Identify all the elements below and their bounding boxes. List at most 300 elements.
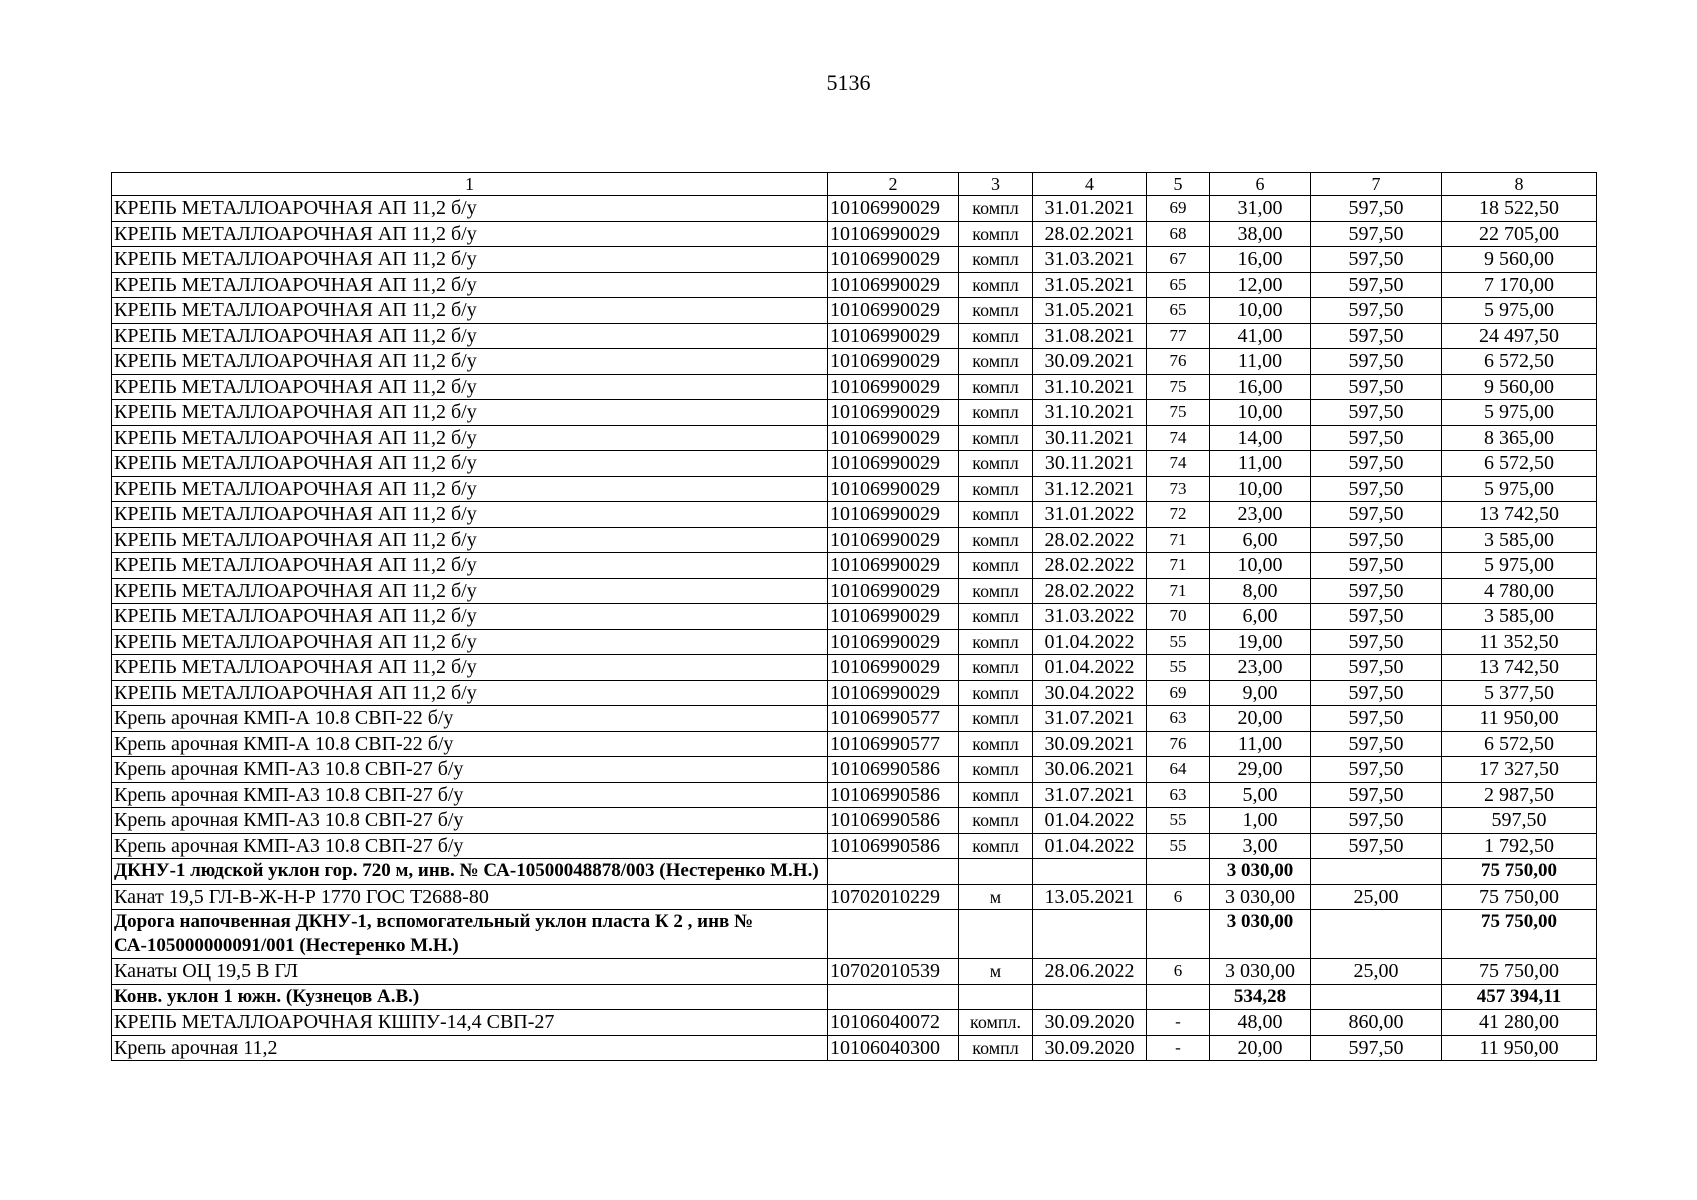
table-row [112, 757, 1597, 783]
date-cell [1033, 859, 1147, 885]
date-cell: 01.04.2022 [1033, 655, 1147, 681]
name-cell: Крепь арочная КМП-А 10.8 СВП-22 б/у [112, 731, 828, 757]
code-cell [828, 910, 959, 959]
table-row [112, 808, 1597, 834]
quantity-cell: 29,00 [1210, 757, 1311, 783]
code-cell: 10106990029 [828, 502, 959, 528]
quantity-cell: 38,00 [1210, 221, 1311, 247]
date-cell: 30.09.2020 [1033, 1035, 1147, 1061]
sum-cell: 9 560,00 [1442, 247, 1597, 273]
code-cell [828, 859, 959, 885]
quantity-cell: 10,00 [1210, 553, 1311, 579]
code-cell: 10106040300 [828, 1035, 959, 1061]
sum-cell: 41 280,00 [1442, 1010, 1597, 1036]
header-col-4: 4 [1033, 173, 1147, 196]
code-cell: 10106990586 [828, 808, 959, 834]
table-row [112, 425, 1597, 451]
sum-cell: 6 572,50 [1442, 349, 1597, 375]
name-cell: КРЕПЬ МЕТАЛЛОАРОЧНАЯ АП 11,2 б/у [112, 655, 828, 681]
code-cell: 10106990029 [828, 680, 959, 706]
code-cell: 10106990577 [828, 706, 959, 732]
table-row [112, 374, 1597, 400]
sum-cell: 3 585,00 [1442, 527, 1597, 553]
name-cell: КРЕПЬ МЕТАЛЛОАРОЧНАЯ АП 11,2 б/у [112, 247, 828, 273]
page-number: 5136 [826, 70, 871, 95]
sum-cell: 4 780,00 [1442, 578, 1597, 604]
table-row [112, 782, 1597, 808]
unit-cell [959, 910, 1033, 959]
price-cell [1311, 984, 1442, 1010]
table-row [112, 629, 1597, 655]
sum-cell: 5 975,00 [1442, 476, 1597, 502]
sum-cell: 5 975,00 [1442, 553, 1597, 579]
date-cell: 28.02.2021 [1033, 221, 1147, 247]
date-cell: 30.09.2021 [1033, 731, 1147, 757]
quantity-cell: 12,00 [1210, 272, 1311, 298]
quantity-cell: 3 030,00 [1210, 859, 1311, 885]
code-cell: 10106040072 [828, 1010, 959, 1036]
sum-cell: 75 750,00 [1442, 859, 1597, 885]
number-cell: 63 [1147, 782, 1210, 808]
unit-cell: компл [959, 1035, 1033, 1061]
quantity-cell: 11,00 [1210, 731, 1311, 757]
date-cell: 31.10.2021 [1033, 400, 1147, 426]
name-cell: КРЕПЬ МЕТАЛЛОАРОЧНАЯ АП 11,2 б/у [112, 553, 828, 579]
table-row [112, 476, 1597, 502]
quantity-cell: 3 030,00 [1210, 910, 1311, 959]
code-cell: 10106990029 [828, 629, 959, 655]
number-cell: 55 [1147, 629, 1210, 655]
quantity-cell: 6,00 [1210, 527, 1311, 553]
code-cell: 10106990577 [828, 731, 959, 757]
quantity-cell: 3 030,00 [1210, 959, 1311, 985]
header-col-2: 2 [828, 173, 959, 196]
price-cell: 597,50 [1311, 425, 1442, 451]
price-cell: 597,50 [1311, 833, 1442, 859]
name-cell: Канаты ОЦ 19,5 В ГЛ [112, 959, 828, 985]
number-cell: 72 [1147, 502, 1210, 528]
name-cell: КРЕПЬ МЕТАЛЛОАРОЧНАЯ АП 11,2 б/у [112, 451, 828, 477]
number-cell: 64 [1147, 757, 1210, 783]
sum-cell: 24 497,50 [1442, 323, 1597, 349]
code-cell: 10106990029 [828, 221, 959, 247]
price-cell: 597,50 [1311, 502, 1442, 528]
price-cell: 860,00 [1311, 1010, 1442, 1036]
table-row [112, 553, 1597, 579]
price-cell: 597,50 [1311, 374, 1442, 400]
name-cell: КРЕПЬ МЕТАЛЛОАРОЧНАЯ АП 11,2 б/у [112, 400, 828, 426]
table-row [112, 706, 1597, 732]
quantity-cell: 10,00 [1210, 476, 1311, 502]
name-cell: КРЕПЬ МЕТАЛЛОАРОЧНАЯ АП 11,2 б/у [112, 604, 828, 630]
sum-cell: 17 327,50 [1442, 757, 1597, 783]
table-row [112, 578, 1597, 604]
unit-cell: м [959, 884, 1033, 910]
code-cell: 10106990029 [828, 247, 959, 273]
unit-cell: компл [959, 502, 1033, 528]
table-row [112, 884, 1597, 910]
group-row [112, 859, 1597, 885]
sum-cell: 1 792,50 [1442, 833, 1597, 859]
unit-cell: компл [959, 706, 1033, 732]
number-cell: 6 [1147, 959, 1210, 985]
table-row [112, 502, 1597, 528]
date-cell: 30.11.2021 [1033, 425, 1147, 451]
price-cell: 597,50 [1311, 706, 1442, 732]
date-cell: 31.01.2022 [1033, 502, 1147, 528]
table-row [112, 400, 1597, 426]
unit-cell: компл [959, 196, 1033, 222]
quantity-cell: 9,00 [1210, 680, 1311, 706]
date-cell [1033, 910, 1147, 959]
sum-cell: 5 377,50 [1442, 680, 1597, 706]
date-cell: 31.05.2021 [1033, 272, 1147, 298]
unit-cell: компл [959, 349, 1033, 375]
number-cell: 71 [1147, 553, 1210, 579]
price-cell: 597,50 [1311, 782, 1442, 808]
table-row [112, 1035, 1597, 1061]
number-cell: 75 [1147, 400, 1210, 426]
date-cell: 31.10.2021 [1033, 374, 1147, 400]
name-cell: КРЕПЬ МЕТАЛЛОАРОЧНАЯ АП 11,2 б/у [112, 527, 828, 553]
table-row [112, 221, 1597, 247]
unit-cell [959, 984, 1033, 1010]
price-cell: 597,50 [1311, 476, 1442, 502]
number-cell: 55 [1147, 833, 1210, 859]
number-cell: 76 [1147, 731, 1210, 757]
code-cell: 10106990029 [828, 527, 959, 553]
sum-cell: 6 572,50 [1442, 731, 1597, 757]
name-cell: Крепь арочная 11,2 [112, 1035, 828, 1061]
sum-cell: 11 352,50 [1442, 629, 1597, 655]
inventory-table [111, 172, 1597, 1061]
price-cell: 597,50 [1311, 349, 1442, 375]
code-cell: 10106990029 [828, 578, 959, 604]
name-cell: КРЕПЬ МЕТАЛЛОАРОЧНАЯ АП 11,2 б/у [112, 221, 828, 247]
price-cell: 597,50 [1311, 655, 1442, 681]
sum-cell: 597,50 [1442, 808, 1597, 834]
number-cell: 63 [1147, 706, 1210, 732]
code-cell: 10106990029 [828, 323, 959, 349]
sum-cell: 18 522,50 [1442, 196, 1597, 222]
unit-cell: компл [959, 782, 1033, 808]
quantity-cell: 41,00 [1210, 323, 1311, 349]
number-cell: 77 [1147, 323, 1210, 349]
number-cell: 75 [1147, 374, 1210, 400]
unit-cell: компл [959, 323, 1033, 349]
date-cell: 28.02.2022 [1033, 578, 1147, 604]
number-cell: 67 [1147, 247, 1210, 273]
sum-cell: 75 750,00 [1442, 959, 1597, 985]
code-cell: 10106990586 [828, 757, 959, 783]
number-cell: 69 [1147, 680, 1210, 706]
price-cell: 597,50 [1311, 1035, 1442, 1061]
header-col-1: 1 [112, 173, 828, 196]
unit-cell: компл [959, 808, 1033, 834]
table-row [112, 959, 1597, 985]
sum-cell: 457 394,11 [1442, 984, 1597, 1010]
number-cell: 76 [1147, 349, 1210, 375]
name-cell: КРЕПЬ МЕТАЛЛОАРОЧНАЯ АП 11,2 б/у [112, 349, 828, 375]
unit-cell: компл [959, 553, 1033, 579]
price-cell: 597,50 [1311, 247, 1442, 273]
header-col-8: 8 [1442, 173, 1597, 196]
name-cell: Крепь арочная КМП-А3 10.8 СВП-27 б/у [112, 808, 828, 834]
number-cell: 71 [1147, 527, 1210, 553]
price-cell: 597,50 [1311, 196, 1442, 222]
code-cell: 10106990029 [828, 196, 959, 222]
table-row [112, 527, 1597, 553]
name-cell: Крепь арочная КМП-А 10.8 СВП-22 б/у [112, 706, 828, 732]
price-cell: 597,50 [1311, 680, 1442, 706]
sum-cell: 75 750,00 [1442, 884, 1597, 910]
date-cell: 31.07.2021 [1033, 782, 1147, 808]
number-cell: 71 [1147, 578, 1210, 604]
name-cell: КРЕПЬ МЕТАЛЛОАРОЧНАЯ АП 11,2 б/у [112, 298, 828, 324]
name-cell: КРЕПЬ МЕТАЛЛОАРОЧНАЯ АП 11,2 б/у [112, 272, 828, 298]
table-row [112, 680, 1597, 706]
unit-cell: компл [959, 451, 1033, 477]
date-cell: 30.09.2020 [1033, 1010, 1147, 1036]
table-row [112, 1010, 1597, 1036]
date-cell [1033, 984, 1147, 1010]
date-cell: 30.04.2022 [1033, 680, 1147, 706]
code-cell: 10106990029 [828, 451, 959, 477]
code-cell: 10106990029 [828, 298, 959, 324]
unit-cell: компл [959, 833, 1033, 859]
price-cell [1311, 859, 1442, 885]
price-cell: 597,50 [1311, 808, 1442, 834]
date-cell: 31.03.2021 [1033, 247, 1147, 273]
table-row [112, 833, 1597, 859]
quantity-cell: 1,00 [1210, 808, 1311, 834]
date-cell: 28.06.2022 [1033, 959, 1147, 985]
date-cell: 31.07.2021 [1033, 706, 1147, 732]
quantity-cell: 48,00 [1210, 1010, 1311, 1036]
name-cell: КРЕПЬ МЕТАЛЛОАРОЧНАЯ АП 11,2 б/у [112, 578, 828, 604]
date-cell: 13.05.2021 [1033, 884, 1147, 910]
price-cell: 597,50 [1311, 757, 1442, 783]
number-cell [1147, 910, 1210, 959]
quantity-cell: 11,00 [1210, 349, 1311, 375]
code-cell: 10106990029 [828, 400, 959, 426]
code-cell: 10106990029 [828, 349, 959, 375]
number-cell: 69 [1147, 196, 1210, 222]
name-cell: Крепь арочная КМП-А3 10.8 СВП-27 б/у [112, 757, 828, 783]
date-cell: 01.04.2022 [1033, 629, 1147, 655]
table-row [112, 349, 1597, 375]
quantity-cell: 534,28 [1210, 984, 1311, 1010]
code-cell: 10702010229 [828, 884, 959, 910]
quantity-cell: 31,00 [1210, 196, 1311, 222]
quantity-cell: 23,00 [1210, 502, 1311, 528]
unit-cell: м [959, 959, 1033, 985]
unit-cell: компл [959, 655, 1033, 681]
unit-cell: компл [959, 272, 1033, 298]
price-cell: 597,50 [1311, 527, 1442, 553]
date-cell: 01.04.2022 [1033, 808, 1147, 834]
number-cell [1147, 859, 1210, 885]
unit-cell: компл [959, 247, 1033, 273]
table-row [112, 196, 1597, 222]
sum-cell: 8 365,00 [1442, 425, 1597, 451]
number-cell: 65 [1147, 298, 1210, 324]
unit-cell: компл [959, 578, 1033, 604]
code-cell: 10106990029 [828, 476, 959, 502]
unit-cell: компл [959, 629, 1033, 655]
price-cell [1311, 910, 1442, 959]
sum-cell: 6 572,50 [1442, 451, 1597, 477]
sum-cell: 11 950,00 [1442, 706, 1597, 732]
code-cell: 10106990029 [828, 425, 959, 451]
price-cell: 597,50 [1311, 451, 1442, 477]
quantity-cell: 5,00 [1210, 782, 1311, 808]
unit-cell: компл. [959, 1010, 1033, 1036]
header-col-6: 6 [1210, 173, 1311, 196]
code-cell: 10106990029 [828, 553, 959, 579]
unit-cell: компл [959, 757, 1033, 783]
name-cell: Канат 19,5 ГЛ-В-Ж-Н-Р 1770 ГОС Т2688-80 [112, 884, 828, 910]
quantity-cell: 8,00 [1210, 578, 1311, 604]
code-cell: 10106990586 [828, 833, 959, 859]
date-cell: 31.03.2022 [1033, 604, 1147, 630]
unit-cell: компл [959, 527, 1033, 553]
date-cell: 31.12.2021 [1033, 476, 1147, 502]
quantity-cell: 6,00 [1210, 604, 1311, 630]
name-cell: КРЕПЬ МЕТАЛЛОАРОЧНАЯ АП 11,2 б/у [112, 374, 828, 400]
number-cell: 65 [1147, 272, 1210, 298]
quantity-cell: 20,00 [1210, 706, 1311, 732]
date-cell: 30.06.2021 [1033, 757, 1147, 783]
date-cell: 30.11.2021 [1033, 451, 1147, 477]
table-row [112, 655, 1597, 681]
name-cell: КРЕПЬ МЕТАЛЛОАРОЧНАЯ АП 11,2 б/у [112, 425, 828, 451]
sum-cell: 13 742,50 [1442, 502, 1597, 528]
table-row [112, 247, 1597, 273]
date-cell: 31.05.2021 [1033, 298, 1147, 324]
date-cell: 30.09.2021 [1033, 349, 1147, 375]
header-row [112, 173, 1597, 196]
quantity-cell: 10,00 [1210, 400, 1311, 426]
quantity-cell: 3,00 [1210, 833, 1311, 859]
table-row [112, 604, 1597, 630]
number-cell: 68 [1147, 221, 1210, 247]
number-cell: - [1147, 1010, 1210, 1036]
quantity-cell: 20,00 [1210, 1035, 1311, 1061]
name-cell: Крепь арочная КМП-А3 10.8 СВП-27 б/у [112, 833, 828, 859]
date-cell: 01.04.2022 [1033, 833, 1147, 859]
unit-cell: компл [959, 400, 1033, 426]
number-cell: 74 [1147, 425, 1210, 451]
quantity-cell: 11,00 [1210, 451, 1311, 477]
code-cell [828, 984, 959, 1010]
name-cell: ДКНУ-1 людской уклон гор. 720 м, инв. № СА-10500048878/003 (Нестеренко М.Н.) [112, 859, 828, 885]
sum-cell: 11 950,00 [1442, 1035, 1597, 1061]
price-cell: 597,50 [1311, 221, 1442, 247]
unit-cell: компл [959, 425, 1033, 451]
name-cell: Конв. уклон 1 южн. (Кузнецов А.В.) [112, 984, 828, 1010]
name-cell: КРЕПЬ МЕТАЛЛОАРОЧНАЯ АП 11,2 б/у [112, 476, 828, 502]
sum-cell: 5 975,00 [1442, 298, 1597, 324]
number-cell: - [1147, 1035, 1210, 1061]
sum-cell: 5 975,00 [1442, 400, 1597, 426]
code-cell: 10702010539 [828, 959, 959, 985]
name-cell: Дорога напочвенная ДКНУ-1, вспомогательный уклон пласта К 2 , инв № СА-105000000091/001 (Нестеренко М.Н.) [112, 910, 828, 959]
name-cell: КРЕПЬ МЕТАЛЛОАРОЧНАЯ АП 11,2 б/у [112, 196, 828, 222]
price-cell: 597,50 [1311, 323, 1442, 349]
quantity-cell: 16,00 [1210, 374, 1311, 400]
header-col-7: 7 [1311, 173, 1442, 196]
price-cell: 25,00 [1311, 884, 1442, 910]
date-cell: 28.02.2022 [1033, 553, 1147, 579]
group-row [112, 984, 1597, 1010]
number-cell: 73 [1147, 476, 1210, 502]
price-cell: 597,50 [1311, 731, 1442, 757]
header-col-3: 3 [959, 173, 1033, 196]
table-row [112, 323, 1597, 349]
unit-cell: компл [959, 374, 1033, 400]
sum-cell: 13 742,50 [1442, 655, 1597, 681]
price-cell: 597,50 [1311, 604, 1442, 630]
sum-cell: 7 170,00 [1442, 272, 1597, 298]
unit-cell: компл [959, 221, 1033, 247]
sum-cell: 75 750,00 [1442, 910, 1597, 959]
price-cell: 597,50 [1311, 553, 1442, 579]
unit-cell: компл [959, 604, 1033, 630]
price-cell: 597,50 [1311, 298, 1442, 324]
number-cell: 6 [1147, 884, 1210, 910]
name-cell: КРЕПЬ МЕТАЛЛОАРОЧНАЯ КШПУ-14,4 СВП-27 [112, 1010, 828, 1036]
quantity-cell: 10,00 [1210, 298, 1311, 324]
unit-cell: компл [959, 680, 1033, 706]
name-cell: КРЕПЬ МЕТАЛЛОАРОЧНАЯ АП 11,2 б/у [112, 629, 828, 655]
unit-cell: компл [959, 476, 1033, 502]
number-cell: 55 [1147, 655, 1210, 681]
code-cell: 10106990029 [828, 604, 959, 630]
name-cell: Крепь арочная КМП-А3 10.8 СВП-27 б/у [112, 782, 828, 808]
date-cell: 31.08.2021 [1033, 323, 1147, 349]
table-row [112, 298, 1597, 324]
number-cell: 74 [1147, 451, 1210, 477]
name-cell: КРЕПЬ МЕТАЛЛОАРОЧНАЯ АП 11,2 б/у [112, 502, 828, 528]
quantity-cell: 23,00 [1210, 655, 1311, 681]
price-cell: 597,50 [1311, 578, 1442, 604]
number-cell [1147, 984, 1210, 1010]
unit-cell [959, 859, 1033, 885]
header-col-5: 5 [1147, 173, 1210, 196]
quantity-cell: 16,00 [1210, 247, 1311, 273]
price-cell: 597,50 [1311, 400, 1442, 426]
name-cell: КРЕПЬ МЕТАЛЛОАРОЧНАЯ АП 11,2 б/у [112, 323, 828, 349]
code-cell: 10106990029 [828, 272, 959, 298]
group-row [112, 910, 1597, 959]
quantity-cell: 3 030,00 [1210, 884, 1311, 910]
price-cell: 597,50 [1311, 272, 1442, 298]
unit-cell: компл [959, 298, 1033, 324]
table-row [112, 451, 1597, 477]
number-cell: 55 [1147, 808, 1210, 834]
code-cell: 10106990586 [828, 782, 959, 808]
name-cell: КРЕПЬ МЕТАЛЛОАРОЧНАЯ АП 11,2 б/у [112, 680, 828, 706]
code-cell: 10106990029 [828, 655, 959, 681]
number-cell: 70 [1147, 604, 1210, 630]
sum-cell: 2 987,50 [1442, 782, 1597, 808]
sum-cell: 3 585,00 [1442, 604, 1597, 630]
code-cell: 10106990029 [828, 374, 959, 400]
table-row [112, 272, 1597, 298]
unit-cell: компл [959, 731, 1033, 757]
price-cell: 597,50 [1311, 629, 1442, 655]
